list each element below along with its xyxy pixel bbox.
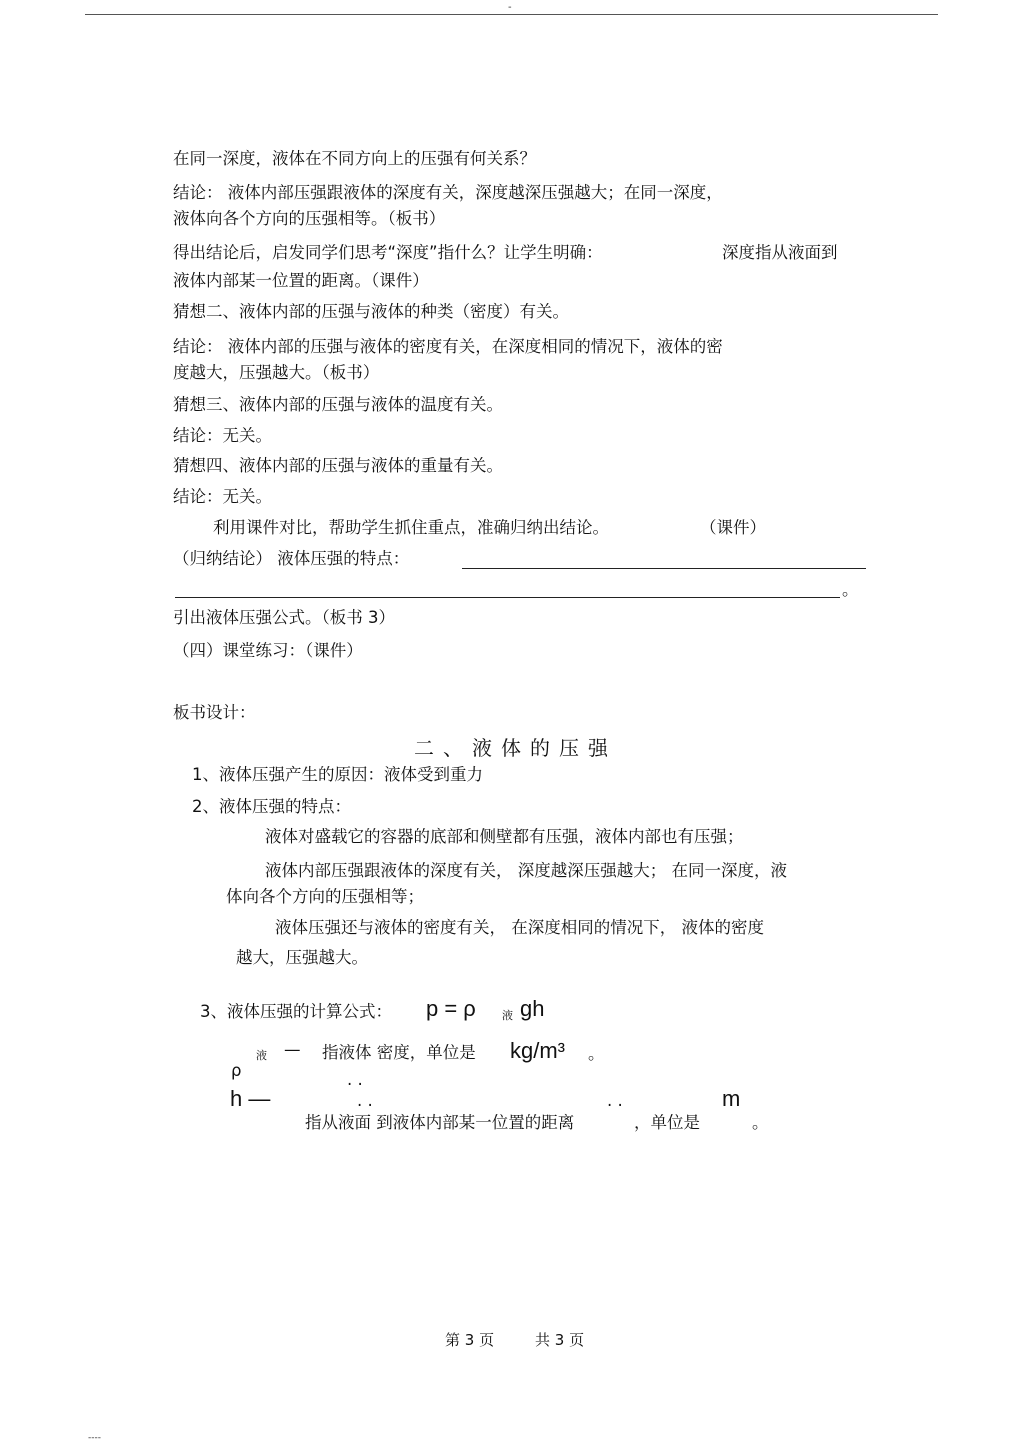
formula-main: p = ρ <box>426 996 476 1021</box>
paragraph-10: 利用课件对比，帮助学生抓住重点，准确归纳出结论。 <box>213 518 609 537</box>
board-item-2: 2、液体压强的特点： <box>192 797 351 816</box>
footer-page-number: 第 3 页 <box>445 1331 495 1349</box>
h-definition: 指从液面 到液体内部某一位置的距离 <box>305 1113 575 1132</box>
board-title: 二、液体的压强 <box>414 736 617 760</box>
paragraph-14: 板书设计： <box>173 703 256 722</box>
footer-page-total: 共 3 页 <box>535 1331 585 1349</box>
rho-definition: 指液体 密度，单位是 <box>322 1043 476 1062</box>
board-item-3: 3、液体压强的计算公式： <box>200 1002 392 1021</box>
board-item-2-line-2a: 液体内部压强跟液体的深度有关， 深度越深压强越大； 在同一深度，液 <box>265 861 787 880</box>
h-end: 。 <box>752 1113 769 1132</box>
board-item-2-line-3a: 液体压强还与液体的密度有关， 在深度相同的情况下， 液体的密度 <box>275 918 764 937</box>
paragraph-3a-right: 深度指从液面到 <box>722 243 838 262</box>
paragraph-13: （四）课堂练习：（课件） <box>173 641 363 660</box>
paragraph-7: 结论：无关。 <box>173 426 272 445</box>
paragraph-4: 猜想二、液体内部的压强与液体的种类（密度）有关。 <box>173 302 569 321</box>
h-unit: m <box>722 1086 741 1111</box>
rho-end: 。 <box>588 1044 605 1063</box>
board-item-2-line-3b: 越大，压强越大。 <box>236 948 368 967</box>
paragraph-9: 结论：无关。 <box>173 487 272 506</box>
paragraph-6: 猜想三、液体内部的压强与液体的温度有关。 <box>173 395 503 414</box>
paragraph-11-end: 。 <box>842 580 859 599</box>
emphasis-dots-3: . . <box>607 1091 623 1110</box>
paragraph-3b: 液体内部某一位置的距离。（课件） <box>173 271 429 290</box>
board-item-2-line-2b: 体向各个方向的压强相等； <box>226 887 424 906</box>
h-symbol: h — <box>230 1086 271 1111</box>
emphasis-dots-1: . . <box>347 1070 363 1089</box>
rho-symbol: ρ <box>231 1061 242 1080</box>
paragraph-2a: 结论： 液体内部压强跟液体的深度有关，深度越深压强越大；在同一深度， <box>173 183 723 202</box>
paragraph-5b: 度越大，压强越大。（板书） <box>173 363 380 382</box>
blank-line-1 <box>462 568 866 569</box>
formula-subscript: 液 <box>502 1009 513 1022</box>
paragraph-5a: 结论： 液体内部的压强与液体的密度有关，在深度相同的情况下，液体的密 <box>173 337 723 356</box>
paragraph-2b: 液体向各个方向的压强相等。（板书） <box>173 209 446 228</box>
paragraph-12: 引出液体压强公式。（板书 3） <box>173 608 395 627</box>
paragraph-10-right: （课件） <box>700 518 766 537</box>
footer-corner-mark: ---- <box>88 1433 101 1443</box>
paragraph-11: （归纳结论） 液体压强的特点： <box>173 549 410 568</box>
header-mark: - <box>508 2 512 13</box>
formula-tail: gh <box>520 996 545 1021</box>
paragraph-3a: 得出结论后，启发同学们思考“深度”指什么？让学生明确： <box>173 243 603 262</box>
emphasis-dots-2: . . <box>357 1091 373 1110</box>
rho-subscript: 液 <box>256 1049 267 1062</box>
blank-line-2 <box>175 597 840 598</box>
rho-dash: — <box>284 1040 301 1059</box>
board-item-1: 1、液体压强产生的原因：液体受到重力 <box>192 765 483 784</box>
header-rule <box>85 14 938 15</box>
paragraph-1: 在同一深度，液体在不同方向上的压强有何关系？ <box>173 149 536 168</box>
paragraph-8: 猜想四、液体内部的压强与液体的重量有关。 <box>173 456 503 475</box>
rho-unit: kg/m³ <box>510 1038 565 1063</box>
h-definition-unit-label: ，单位是 <box>634 1113 700 1132</box>
board-item-2-line-1: 液体对盛载它的容器的底部和侧壁都有压强，液体内部也有压强； <box>265 827 744 846</box>
